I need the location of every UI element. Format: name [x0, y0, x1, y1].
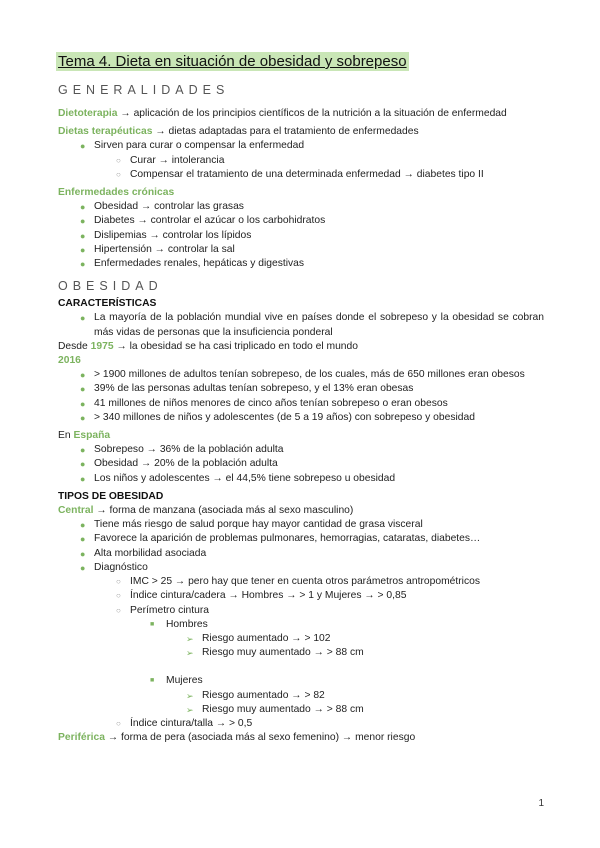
dietas-terapeuticas-term: Dietas terapéuticas [58, 126, 153, 138]
bullet-dot-icon: ● [80, 445, 86, 456]
list-item: ● Favorece la aparición de problemas pulmonares, hemorragias, cataratas, diabetes… [58, 532, 544, 546]
bullet-square-icon: ■ [150, 620, 155, 628]
caracteristicas-list [58, 311, 544, 339]
bullet-dot-icon: ● [80, 141, 86, 152]
list-item: ● Obesidad → 20% de la población adulta [58, 457, 544, 471]
central-list [58, 518, 544, 731]
document-page [58, 52, 544, 745]
section-obesidad: OBESIDAD [58, 279, 163, 294]
bullet-circle-icon: ○ [116, 577, 121, 587]
list-item: ● Sobrepeso → 36% de la población adulta [58, 443, 544, 457]
list-item: ○ Perímetro cintura [58, 604, 544, 618]
list-item: ● Dislipemias → controlar los lípidos [58, 229, 544, 243]
stats-2016-list [58, 368, 544, 425]
list-item: ● La mayoría de la población mundial vive en países donde el sobrepeso y la obesidad se cobran más vidas de personas que la insuficiencia ponderal [80, 312, 544, 338]
list-item: ➢ Riesgo aumentado → > 102 [58, 632, 544, 646]
list-item: ● 39% de las personas adultas tenían sobrepeso, y el 13% eran obesas [58, 382, 544, 396]
list-item: ● Diagnóstico [58, 561, 544, 575]
bullet-circle-icon: ○ [116, 718, 121, 728]
list-item: ○ Curar → intolerancia [58, 154, 544, 168]
bullet-circle-icon: ○ [116, 169, 121, 179]
arrowhead-bullet-icon: ➢ [186, 690, 194, 701]
list-item: ● > 1900 millones de adultos tenían sobrepeso, de los cuales, más de 650 millones eran obesos [58, 368, 544, 382]
bullet-dot-icon: ● [80, 370, 86, 381]
bullet-dot-icon: ● [80, 216, 86, 227]
bullet-circle-icon: ○ [116, 605, 121, 615]
title-row [58, 52, 544, 71]
list-item: ■ Hombres [58, 618, 544, 632]
enfermedades-list [58, 200, 544, 271]
arrow-symbol: → [120, 108, 131, 119]
list-item: ○ Índice cintura/cadera → Hombres → > 1 y Mujeres → > 0,85 [58, 589, 544, 603]
bullet-circle-icon: ○ [116, 591, 121, 601]
arrowhead-bullet-icon: ➢ [186, 633, 194, 644]
bullet-dot-icon: ● [80, 398, 86, 409]
caracteristicas-heading: CARACTERÍSTICAS [58, 298, 157, 310]
list-item: ➢ Riesgo muy aumentado → > 88 cm [58, 646, 544, 660]
arrowhead-bullet-icon: ➢ [186, 704, 194, 715]
list-item: ● > 340 millones de niños y adolescentes (de 5 a 19 años) con sobrepeso y obesidad [58, 411, 544, 425]
dietas-terapeuticas-text: dietas adaptadas para el tratamiento de enfermedades [168, 126, 419, 138]
periferica-term: Periférica [58, 732, 105, 744]
arrow-symbol: → [155, 126, 166, 138]
central-term: Central [58, 505, 94, 517]
list-item: ○ IMC > 25 → pero hay que tener en cuenta otros parámetros antropométricos [58, 575, 544, 589]
bullet-dot-icon: ● [80, 384, 86, 395]
tipos-heading: TIPOS DE OBESIDAD [58, 490, 164, 502]
list-item: ● Tiene más riesgo de salud porque hay mayor cantidad de grasa visceral [58, 518, 544, 532]
dietoterapia-term: Dietoterapia [58, 108, 118, 119]
espana-line: En España [58, 430, 111, 442]
bullet-dot-icon: ● [80, 473, 86, 484]
desde-line: Desde 1975 → la obesidad se ha casi triplicado en todo el mundo [58, 340, 358, 352]
list-item: ○ Compensar el tratamiento de una determinada enfermedad → diabetes tipo II [58, 168, 544, 182]
year-2016-label: 2016 [58, 355, 81, 367]
list-item: ● Diabetes → controlar el azúcar o los carbohidratos [58, 214, 544, 228]
bullet-square-icon: ■ [150, 677, 155, 685]
list-item: ● Los niños y adolescentes → el 44,5% tiene sobrepeso u obesidad [58, 472, 544, 486]
bullet-dot-icon: ● [80, 202, 86, 213]
list-item: ● Enfermedades renales, hepáticas y digestivas [58, 257, 544, 271]
bullet-dot-icon: ● [80, 313, 86, 324]
bullet-circle-icon: ○ [116, 155, 121, 165]
section-generalidades: GENERALIDADES [58, 83, 230, 97]
list-item: ○ Índice cintura/talla → > 0,5 [58, 717, 544, 731]
dietas-terapeuticas-definition [58, 125, 544, 139]
espana-label: España [73, 430, 111, 442]
page-title: Tema 4. Dieta en situación de obesidad y sobrepeso [58, 53, 407, 70]
bullet-dot-icon: ● [80, 259, 86, 270]
bullet-dot-icon: ● [80, 562, 86, 573]
arrowhead-bullet-icon: ➢ [186, 648, 194, 659]
enfermedades-cronicas-term: Enfermedades crónicas [58, 187, 175, 199]
spacer [58, 660, 544, 674]
list-item: ➢ Riesgo muy aumentado → > 88 cm [58, 703, 544, 717]
dietoterapia-definition [58, 107, 544, 121]
central-line: Central → forma de manzana (asociada más al sexo masculino) [58, 505, 354, 517]
espana-list [58, 443, 544, 486]
bullet-dot-icon: ● [80, 548, 86, 559]
list-item: ● Obesidad → controlar las grasas [58, 200, 544, 214]
list-item: ● Alta morbilidad asociada [58, 547, 544, 561]
periferica-line: Periférica → forma de pera (asociada más al sexo femenino) → menor riesgo [58, 732, 416, 744]
bullet-dot-icon: ● [80, 534, 86, 545]
list-item: ● Hipertensión → controlar la sal [58, 243, 544, 257]
list-item: ■ Mujeres [58, 674, 544, 688]
bullet-dot-icon: ● [80, 459, 86, 470]
list-item: ➢ Riesgo aumentado → > 82 [58, 689, 544, 703]
bullet-dot-icon: ● [80, 520, 86, 531]
dietas-list [58, 139, 544, 182]
page-number: 1 [538, 798, 544, 809]
bullet-dot-icon: ● [80, 412, 86, 423]
dietoterapia-text: aplicación de los principios científicos de la nutrición a la situación de enfermedad [133, 108, 507, 119]
year-1975: 1975 [90, 340, 114, 352]
bullet-dot-icon: ● [80, 244, 86, 255]
list-item: ● 41 millones de niños menores de cinco años tenían sobrepeso o eran obesos [58, 397, 544, 411]
list-item: ● Sirven para curar o compensar la enfermedad [58, 139, 544, 153]
bullet-dot-icon: ● [80, 230, 86, 241]
